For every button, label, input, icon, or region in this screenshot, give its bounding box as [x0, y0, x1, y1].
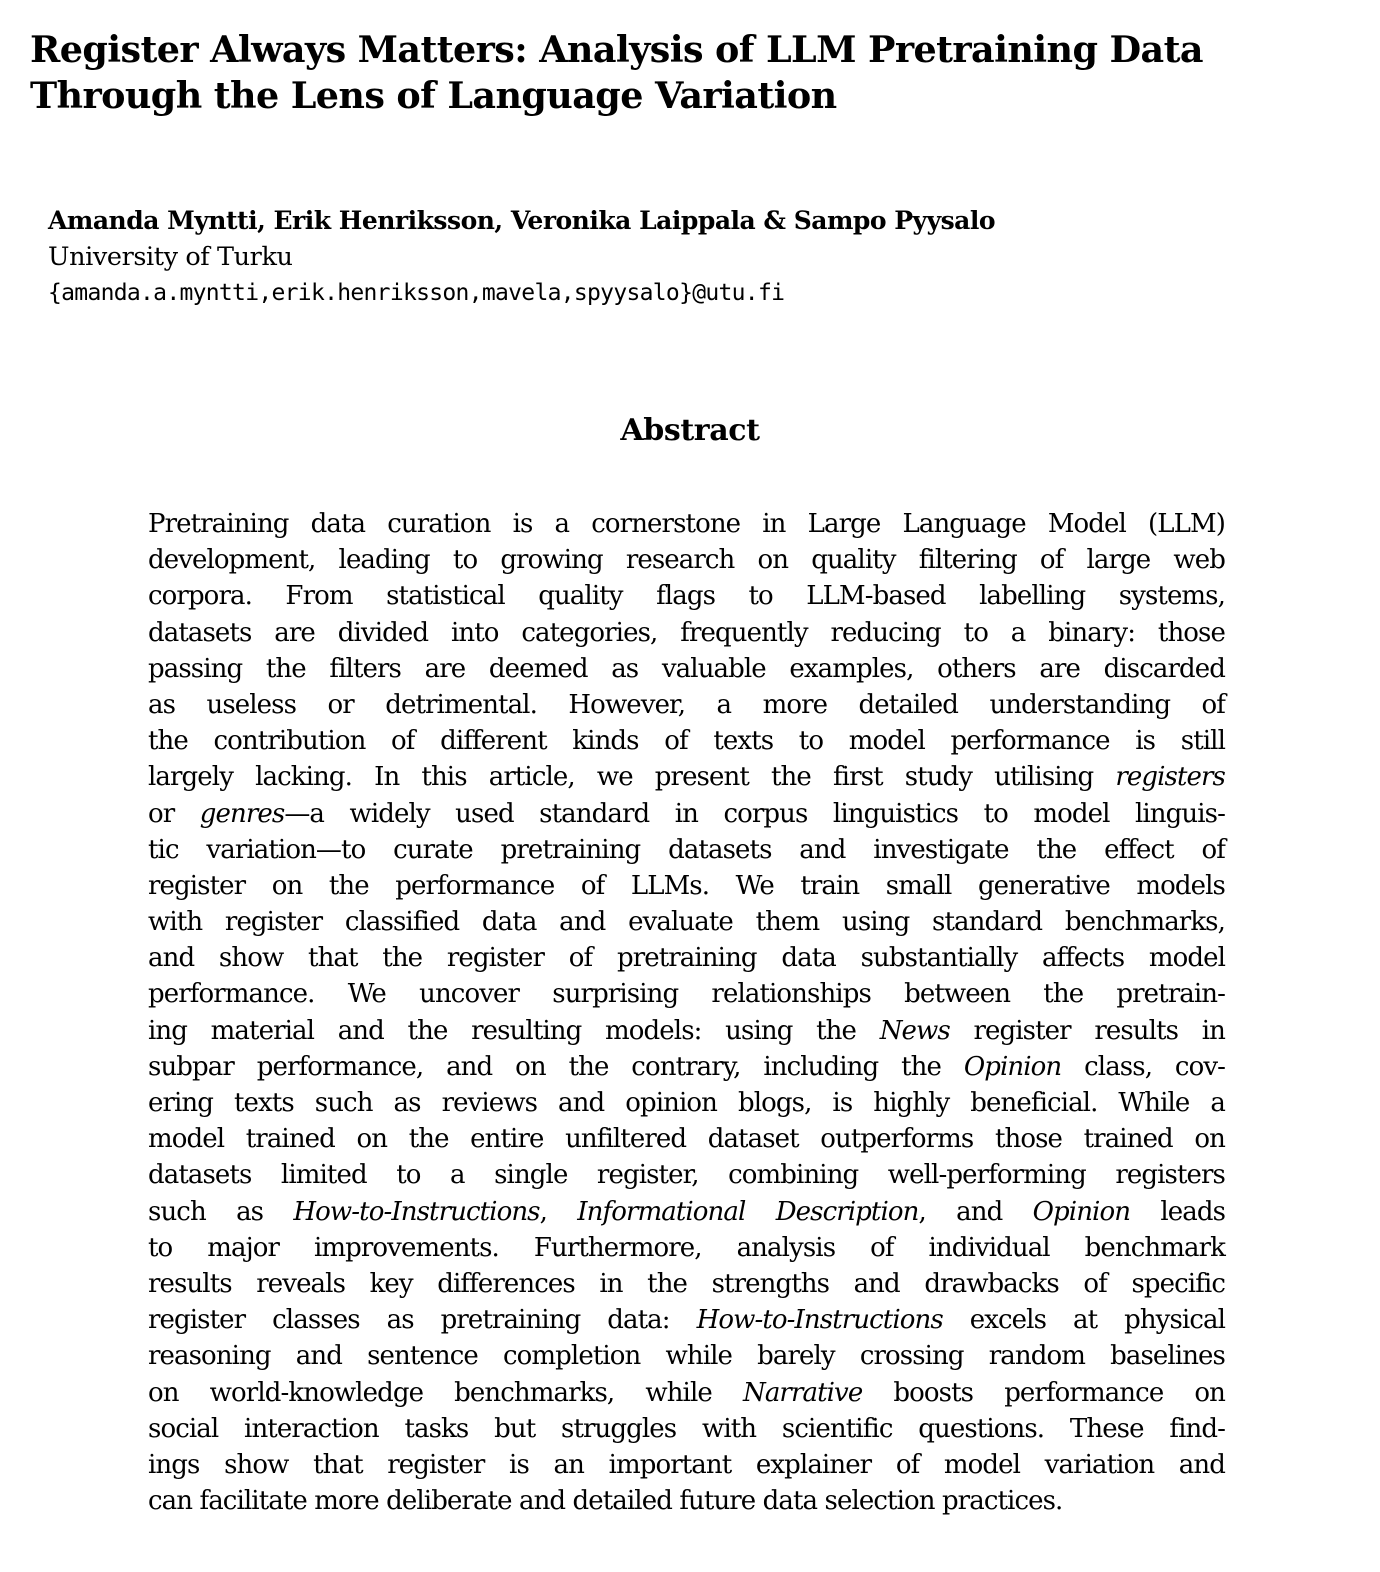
abstract-text: to major improvements. Furthermore, analysis of individual benchmark [148, 1232, 1225, 1263]
abstract-text: social interaction tasks but struggles with scientific questions. These find- [148, 1413, 1225, 1444]
abstract-line [148, 832, 1225, 868]
abstract-text: on world-knowledge benchmarks, while [148, 1377, 743, 1408]
abstract-text: register results in [949, 1015, 1225, 1046]
emphasized-term: How-to-Instructions [293, 1196, 540, 1227]
abstract-text: datasets are divided into categories, frequently reducing to a binary: those [148, 617, 1225, 648]
abstract-line [148, 615, 1225, 651]
author-list: Amanda Myntti, Erik Henriksson, Veronika Laippala & Sampo Pyysalo [48, 206, 996, 235]
emphasized-term: Opinion [963, 1051, 1062, 1082]
abstract-text: development, leading to growing research on quality filtering of large web [148, 545, 1225, 576]
affiliation: University of Turku [48, 242, 293, 272]
emphasized-term: News [879, 1015, 950, 1046]
abstract-text: ering texts such as reviews and opinion blogs, is highly beneficial. While a [148, 1088, 1225, 1118]
abstract-line [148, 1121, 1225, 1157]
abstract-line [148, 904, 1225, 940]
abstract-text: model trained on the entire unfiltered dataset outperforms those trained on [148, 1124, 1225, 1155]
abstract-line [148, 1230, 1225, 1266]
abstract-line [148, 578, 1225, 614]
abstract-text: excels at physical [942, 1305, 1226, 1336]
abstract-line [148, 1049, 1225, 1085]
abstract-text: datasets limited to a single register, combining well-performing registers [148, 1160, 1225, 1191]
abstract-text: reasoning and sentence completion while barely crossing random baselines [148, 1341, 1225, 1372]
paper-title-line: Register Always Matters: Analysis of LLM Pretraining Data [30, 28, 1203, 71]
abstract-text: , [539, 1196, 578, 1227]
abstract-body [148, 506, 1225, 1519]
abstract-text: with register classified data and evaluate them using standard benchmarks, [148, 907, 1225, 938]
emphasized-term: Opinion [1032, 1196, 1131, 1227]
abstract-text: class, cov- [1061, 1051, 1225, 1082]
abstract-text: ing material and the resulting models: using the [148, 1015, 880, 1046]
abstract-heading: Abstract [620, 413, 760, 448]
abstract-text: corpora. From statistical quality flags to LLM-based labelling systems, [148, 581, 1225, 612]
abstract-line [148, 1157, 1225, 1193]
abstract-text: largely lacking. In this article, we present the first study utilising [148, 762, 1116, 793]
abstract-text: as useless or detrimental. However, a more detailed understanding of [148, 689, 1225, 720]
abstract-line [148, 1013, 1225, 1049]
abstract-line [148, 1338, 1225, 1374]
abstract-line [148, 1411, 1225, 1447]
abstract-text: such as [148, 1196, 294, 1227]
abstract-line [148, 868, 1225, 904]
abstract-line [148, 1266, 1225, 1302]
abstract-text: register classes as pretraining data: [148, 1305, 697, 1336]
abstract-line [148, 723, 1225, 759]
abstract-line [148, 759, 1225, 795]
abstract-text: results reveals key differences in the strengths and drawbacks of specific [148, 1268, 1225, 1299]
abstract-text: tic variation—to curate pretraining datasets and investigate the effect of [148, 834, 1225, 865]
abstract-line [148, 1302, 1225, 1338]
abstract-line [148, 1375, 1225, 1411]
abstract-line [148, 940, 1225, 976]
abstract-line [148, 1085, 1225, 1121]
abstract-text: ings show that register is an important explainer of model variation and [148, 1449, 1225, 1480]
emphasized-term: genres [199, 798, 285, 829]
abstract-text: the contribution of different kinds of texts to model performance is still [148, 726, 1225, 757]
abstract-text: passing the filters are deemed as valuable examples, others are discarded [148, 653, 1225, 684]
abstract-text: performance. We uncover surprising relationships between the pretrain- [148, 979, 1225, 1010]
abstract-line [148, 796, 1225, 832]
emphasized-term: registers [1115, 762, 1225, 793]
abstract-line [148, 976, 1225, 1012]
emphasized-term: How-to-Instructions [696, 1305, 943, 1336]
abstract-text: —a widely used standard in corpus linguistics to model linguis- [284, 798, 1225, 829]
abstract-line [148, 687, 1225, 723]
abstract-text: subpar performance, and on the contrary, including the [148, 1051, 964, 1082]
author-block [48, 203, 1248, 311]
author-emails: {amanda.a.myntti,erik.henriksson,mavela,spyysalo}@utu.fi [48, 280, 785, 306]
abstract-line [148, 651, 1225, 687]
abstract-text: boosts performance on [862, 1377, 1225, 1408]
abstract-line [148, 542, 1225, 578]
abstract-line [148, 506, 1225, 542]
abstract-text: leads [1130, 1196, 1226, 1227]
abstract-text: can facilitate more deliberate and detailed future data selection practices. [148, 1486, 1063, 1517]
abstract-line [148, 1447, 1225, 1483]
abstract-text: and show that the register of pretraining data substantially affects model [148, 943, 1225, 974]
abstract-text: Pretraining data curation is a cornerstone in Large Language Model (LLM) [148, 509, 1225, 539]
emphasized-term: Narrative [742, 1377, 863, 1408]
abstract-text: , and [918, 1196, 1033, 1227]
abstract-line [148, 1194, 1225, 1230]
emphasized-term: Informational Description [577, 1196, 919, 1227]
paper-title [30, 27, 1370, 119]
abstract-text: register on the performance of LLMs. We train small generative models [148, 870, 1225, 901]
abstract-line [148, 1483, 1225, 1519]
abstract-text: or [148, 798, 200, 829]
paper-title-line: Through the Lens of Language Variation [30, 74, 837, 117]
